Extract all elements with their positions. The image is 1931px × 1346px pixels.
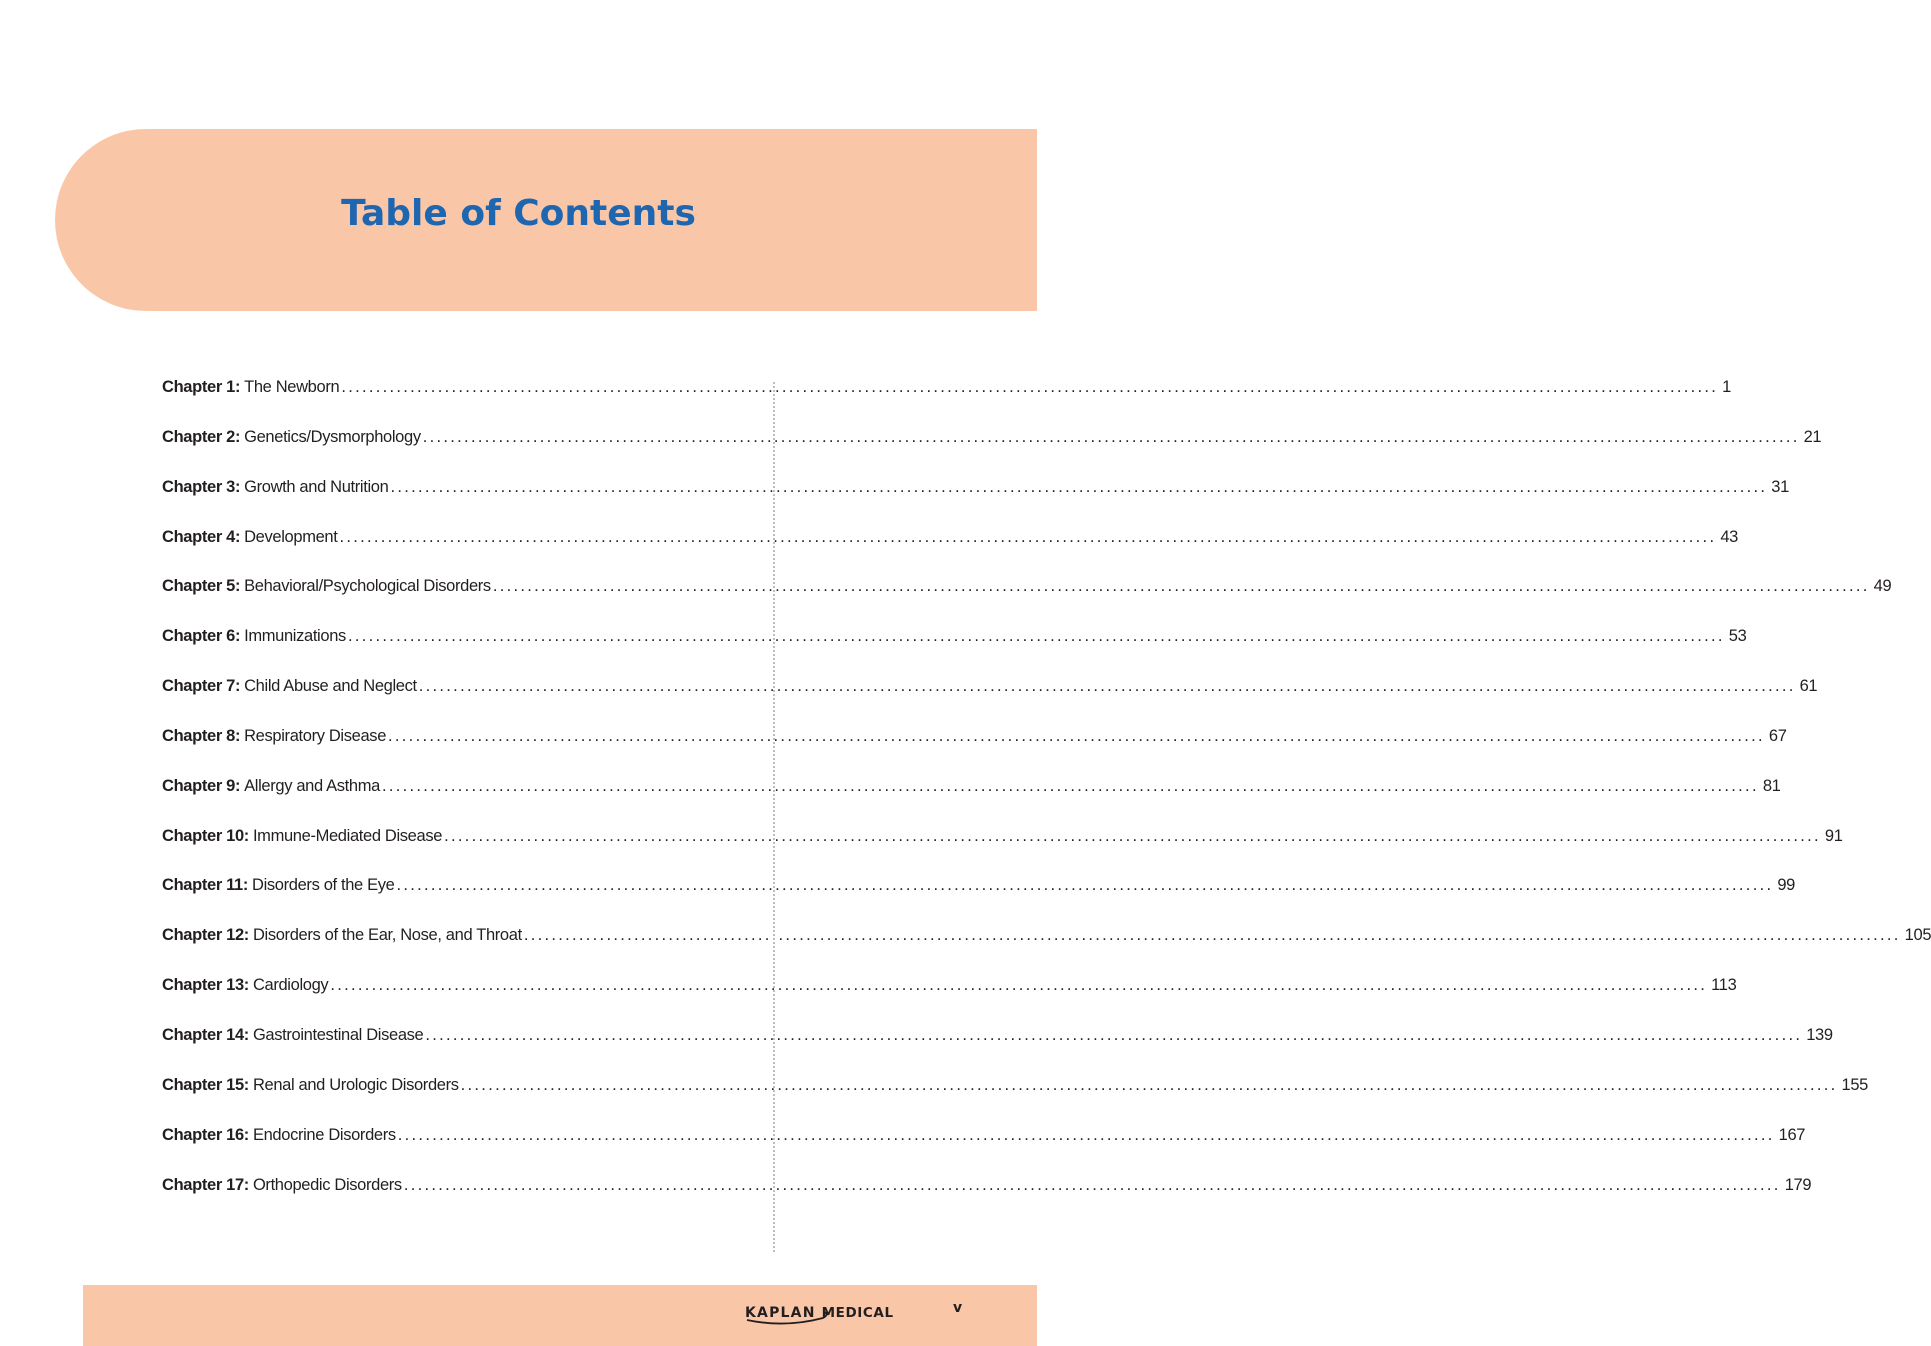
toc-chapter-title: Renal and Urologic Disorders <box>252 1075 459 1094</box>
toc-chapter-label: Chapter 3: <box>162 477 241 496</box>
toc-page-number: 179 <box>1784 1175 1812 1194</box>
toc-chapter-title: Disorders of the Eye <box>252 876 395 895</box>
toc-chapter-title: Development <box>244 527 338 546</box>
toc-dot-leader: ........................................................................................................................................................................................................ <box>388 726 1765 745</box>
toc-entry[interactable] <box>162 1175 1812 1226</box>
toc-page-number: 113 <box>1711 976 1737 995</box>
toc-page-number: 31 <box>1771 477 1789 496</box>
toc-chapter-label: Chapter 13: <box>162 976 249 995</box>
toc-dot-leader: ........................................................................................................................................................................................................ <box>422 427 1800 446</box>
toc-dot-leader: ........................................................................................................................................................................................................ <box>381 776 1759 795</box>
toc-chapter-label: Chapter 12: <box>162 926 249 945</box>
toc-entry[interactable] <box>162 1025 1833 1076</box>
toc-chapter-label: Chapter 11: <box>162 876 249 895</box>
toc-page-number: 43 <box>1720 527 1738 546</box>
toc-chapter-title: Cardiology <box>252 976 329 995</box>
kaplan-medical-logo <box>745 1298 894 1328</box>
toc-chapter-label: Chapter 1: <box>162 378 241 396</box>
toc-entry[interactable] <box>162 527 1738 578</box>
logo-swoosh-icon <box>745 1312 831 1328</box>
toc-page-number: 81 <box>1762 776 1781 795</box>
toc-page-number: 53 <box>1728 627 1747 646</box>
toc-chapter-title: Behavioral/Psychological Disorders <box>244 577 491 596</box>
toc-chapter-label: Chapter 14: <box>162 1025 249 1044</box>
toc-chapter-label: Chapter 7: <box>162 677 241 696</box>
toc-page-number: 155 <box>1841 1075 1868 1094</box>
toc-entry[interactable] <box>162 378 1731 428</box>
toc-chapter-title: Immune-Mediated Disease <box>252 826 443 845</box>
toc-entry[interactable] <box>162 726 1787 777</box>
page-title: Table of Contents <box>341 193 696 234</box>
dotted-divider <box>773 382 775 1252</box>
toc-dot-leader: ........................................................................................................................................................................................................ <box>444 826 1821 845</box>
toc-dot-leader: ........................................................................................................................................................................................................ <box>397 1125 1775 1144</box>
toc-chapter-title: The Newborn <box>244 378 340 396</box>
toc-entry[interactable] <box>162 577 1892 627</box>
page-number: v <box>953 1300 963 1316</box>
toc-entry[interactable] <box>162 976 1737 1026</box>
toc-entry[interactable] <box>162 677 1818 727</box>
table-of-contents <box>162 378 1931 1225</box>
toc-chapter-title: Gastrointestinal Disease <box>252 1025 424 1044</box>
toc-chapter-label: Chapter 10: <box>162 826 249 845</box>
toc-dot-leader: ........................................................................................................................................................................................................ <box>347 627 1725 646</box>
toc-dot-leader: ........................................................................................................................................................................................................ <box>390 477 1768 496</box>
toc-page-number: 167 <box>1778 1125 1806 1144</box>
toc-chapter-label: Chapter 15: <box>162 1075 249 1094</box>
toc-chapter-title: Disorders of the Ear, Nose, and Throat <box>252 926 522 945</box>
toc-page-number: 67 <box>1768 726 1787 745</box>
toc-chapter-title: Endocrine Disorders <box>252 1125 396 1144</box>
toc-chapter-label: Chapter 9: <box>162 776 241 795</box>
toc-dot-leader: ........................................................................................................................................................................................................ <box>418 677 1796 696</box>
toc-dot-leader: ........................................................................................................................................................................................................ <box>403 1175 1781 1194</box>
toc-dot-leader: ........................................................................................................................................................................................................ <box>523 926 1901 945</box>
toc-page-number: 105 <box>1904 926 1931 945</box>
toc-dot-leader: ........................................................................................................................................................................................................ <box>425 1025 1803 1044</box>
toc-dot-leader: ........................................................................................................................................................................................................ <box>492 577 1870 596</box>
toc-chapter-title: Immunizations <box>244 627 346 646</box>
logo-brand: KAPLAN <box>745 1305 816 1321</box>
toc-chapter-title: Orthopedic Disorders <box>252 1175 402 1194</box>
toc-chapter-label: Chapter 16: <box>162 1125 249 1144</box>
toc-chapter-label: Chapter 2: <box>162 427 241 446</box>
toc-page-number: 61 <box>1799 677 1818 696</box>
toc-page-number: 49 <box>1873 577 1892 596</box>
toc-entry[interactable] <box>162 1125 1806 1176</box>
toc-entry[interactable] <box>162 776 1781 827</box>
toc-page-number: 91 <box>1824 826 1843 845</box>
toc-entry[interactable] <box>162 477 1789 528</box>
toc-page-number: 21 <box>1803 427 1822 446</box>
toc-chapter-title: Allergy and Asthma <box>244 776 380 795</box>
toc-page-number: 139 <box>1806 1025 1833 1044</box>
toc-page-number: 1 <box>1722 378 1731 396</box>
toc-chapter-title: Genetics/Dysmorphology <box>244 427 421 446</box>
toc-chapter-label: Chapter 5: <box>162 577 241 596</box>
toc-dot-leader: ........................................................................................................................................................................................................ <box>396 876 1774 895</box>
toc-chapter-label: Chapter 17: <box>162 1175 249 1194</box>
toc-entry[interactable] <box>162 826 1843 877</box>
toc-chapter-title: Respiratory Disease <box>244 726 387 745</box>
toc-chapter-title: Growth and Nutrition <box>244 477 389 496</box>
toc-dot-leader: ........................................................................................................................................................................................................ <box>330 976 1708 995</box>
toc-dot-leader: ........................................................................................................................................................................................................ <box>341 378 1719 396</box>
toc-chapter-label: Chapter 8: <box>162 726 241 745</box>
toc-entry[interactable] <box>162 427 1822 478</box>
toc-entry[interactable] <box>162 876 1795 926</box>
footer-band <box>83 1285 1037 1346</box>
toc-page-number: 99 <box>1777 876 1795 895</box>
toc-dot-leader: ........................................................................................................................................................................................................ <box>460 1075 1838 1094</box>
toc-chapter-label: Chapter 6: <box>162 627 241 646</box>
logo-division: MEDICAL <box>821 1305 894 1321</box>
toc-entry[interactable] <box>162 926 1931 976</box>
toc-chapter-title: Child Abuse and Neglect <box>244 677 417 696</box>
toc-entry[interactable] <box>162 1075 1868 1126</box>
toc-dot-leader: ........................................................................................................................................................................................................ <box>339 527 1717 546</box>
toc-entry[interactable] <box>162 627 1747 677</box>
toc-chapter-label: Chapter 4: <box>162 527 241 546</box>
